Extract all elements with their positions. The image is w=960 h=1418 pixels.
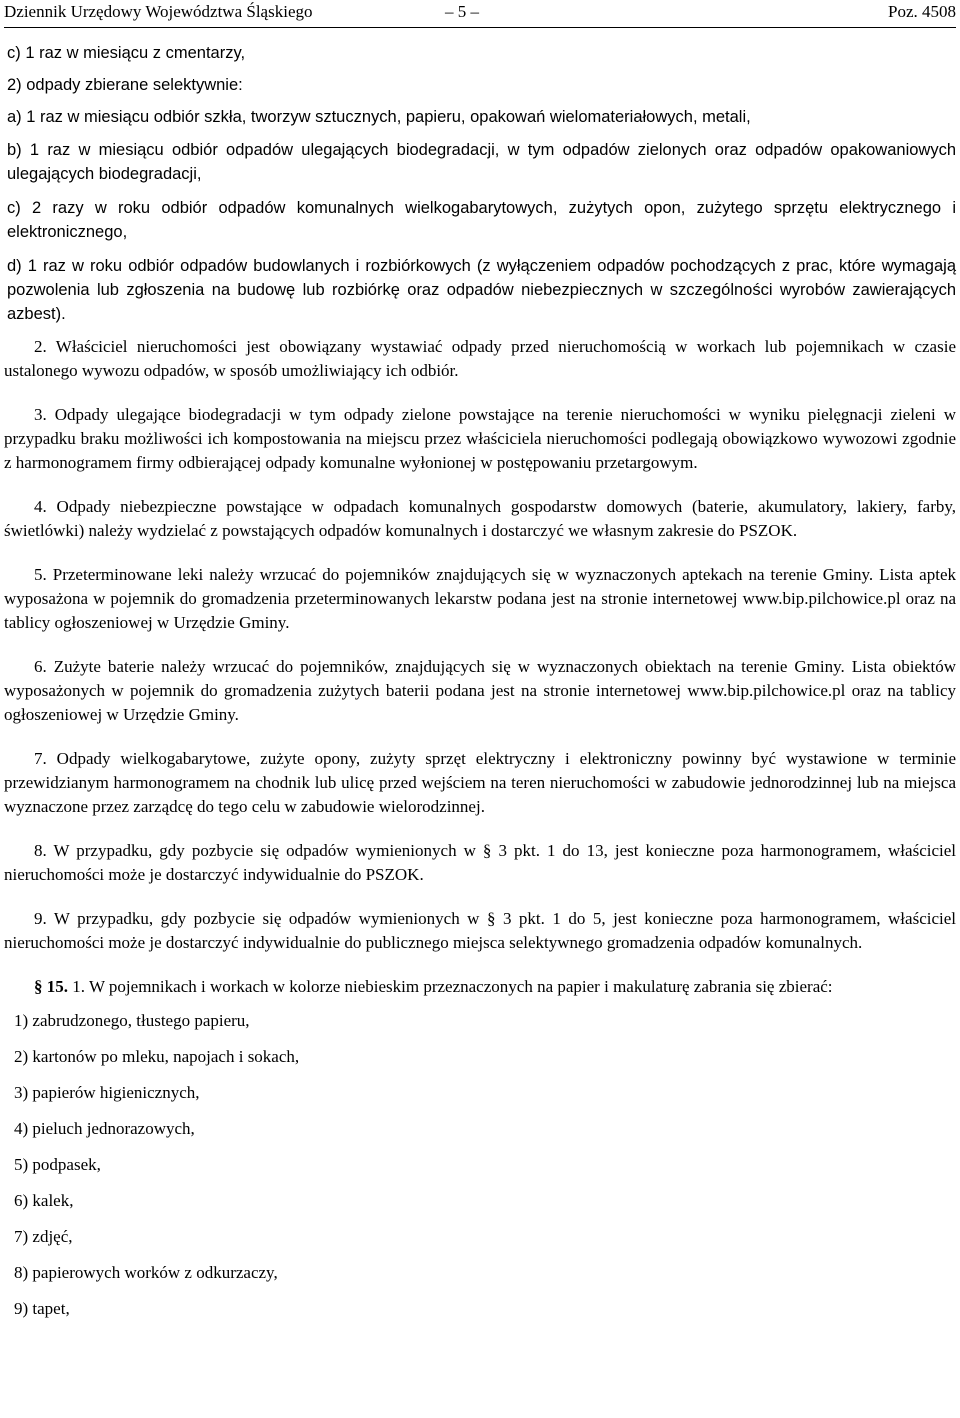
- list-item: 5) podpasek,: [14, 1155, 101, 1174]
- list-item: 4) pieluch jednorazowych,: [14, 1119, 195, 1138]
- item-a-glass: a) 1 raz w miesiącu odbiór szkła, tworzyw sztucznych, papieru, opakowań wielomateriałowych, metali,: [7, 108, 751, 126]
- list-item: 3) papierów higienicznych,: [14, 1083, 200, 1102]
- position-number: Poz. 4508: [888, 2, 956, 21]
- paragraph-2: 2. Właściciel nieruchomości jest obowiązany wystawiać odpady przed nieruchomością w workach lub pojemnikach w czasie ustalonego wywozu odpadów, w sposób umożliwiający ich odbiór.: [4, 337, 956, 380]
- item-b-bio: b) 1 raz w miesiącu odbiór odpadów ulegających biodegradacji, w tym odpadów zielonych oraz odpadów opakowaniowych ulegających biodegradacji,: [7, 141, 956, 183]
- list-item: 2) kartonów po mleku, napojach i sokach,: [14, 1047, 300, 1066]
- list-item: 7) zdjęć,: [14, 1227, 73, 1246]
- paragraph-6: 6. Zużyte baterie należy wrzucać do pojemników, znajdujących się w wyznaczonych obiektach na terenie Gminy. Lista obiektów wyposażonych w pojemnik do gromadzenia zużytych baterii podana jest na stronie internetowej www.bip.pilchowice.pl oraz na tablicy ogłoszeniowej w Urzędzie Gminy.: [4, 657, 956, 724]
- paragraph-7: 7. Odpady wielkogabarytowe, zużyte opony, zużyty sprzęt elektryczny i elektroniczny powinny być wystawione w terminie przewidzianym harmonogramem na chodnik lub ulicę przed wejściem na teren nieruchomości w zabudowie jednorodzinnej lub na miejsca wyznaczone przez zarządcę do tego celu w zabudowie wielorodzinnej.: [4, 749, 956, 816]
- list-item: 8) papierowych worków z odkurzaczy,: [14, 1263, 278, 1282]
- list-item: 9) tapet,: [14, 1299, 70, 1318]
- section-15-text: 1. W pojemnikach i workach w kolorze niebieskim przeznaczonych na papier i makulaturę zabrania się zbierać:: [72, 977, 833, 996]
- section-15-number: § 15.: [34, 977, 68, 996]
- item-c-cemetery: c) 1 raz w miesiącu z cmentarzy,: [7, 44, 246, 62]
- document-body: [4, 42, 956, 1327]
- page-header: [4, 2, 956, 24]
- list-item: 6) kalek,: [14, 1191, 74, 1210]
- paragraph-5: 5. Przeterminowane leki należy wrzucać do pojemników znajdujących się w wyznaczonych aptekach na terenie Gminy. Lista aptek wyposażona w pojemnik do gromadzenia przeterminowanych lekarstw podana jest na stronie internetowej www.bip.pilchowice.pl oraz na tablicy ogłoszeniowej w Urzędzie Gminy.: [4, 565, 956, 632]
- paper-exclusion-list: [4, 1003, 956, 1327]
- section-15: [4, 975, 956, 999]
- journal-title: Dziennik Urzędowy Województwa Śląskiego: [4, 2, 313, 21]
- paragraph-9: 9. W przypadku, gdy pozbycie się odpadów wymienionych w § 3 pkt. 1 do 5, jest konieczne poza harmonogramem, właściciel nieruchomości może je dostarczyć indywidualnie do publicznego miejsca selektywnego gromadzenia odpadów komunalnych.: [4, 909, 956, 952]
- paragraph-3: 3. Odpady ulegające biodegradacji w tym odpady zielone powstające na terenie nieruchomości w wyniku pielęgnacji zieleni w przypadku braku możliwości ich kompostowania na miejscu przez właściciela nieruchomości podlegają obowiązkowo wywozowi zgodnie z harmonogramem firmy odbierającej odpady komunalne wyłonionej w postępowaniu przetargowym.: [4, 405, 956, 472]
- list-item: 1) zabrudzonego, tłustego papieru,: [14, 1011, 250, 1030]
- item-c-bulky: c) 2 razy w roku odbiór odpadów komunalnych wielkogabarytowych, zużytych opon, zużytego sprzętu elektrycznego i elektronicznego,: [7, 199, 956, 241]
- item-2-selective: 2) odpady zbierane selektywnie:: [7, 76, 243, 94]
- paragraph-8: 8. W przypadku, gdy pozbycie się odpadów wymienionych w § 3 pkt. 1 do 13, jest konieczne poza harmonogramem, właściciel nieruchomości może je dostarczyć indywidualnie do PSZOK.: [4, 841, 956, 884]
- item-d-construction: d) 1 raz w roku odbiór odpadów budowlanych i rozbiórkowych (z wyłączeniem odpadów pochodzących z prac, które wymagają pozwolenia lub zgłoszenia na budowę lub rozbiórkę oraz odpadów niebezpiecznych w szczególności wyrobów zawierających azbest).: [7, 257, 956, 323]
- paragraph-4: 4. Odpady niebezpieczne powstające w odpadach komunalnych gospodarstw domowych (baterie, akumulatory, lakiery, farby, świetlówki) należy wydzielać z powstających odpadów komunalnych i dostarczyć we własnym zakresie do PSZOK.: [4, 497, 956, 540]
- page-number: – 5 –: [445, 2, 479, 21]
- header-rule: [4, 27, 956, 28]
